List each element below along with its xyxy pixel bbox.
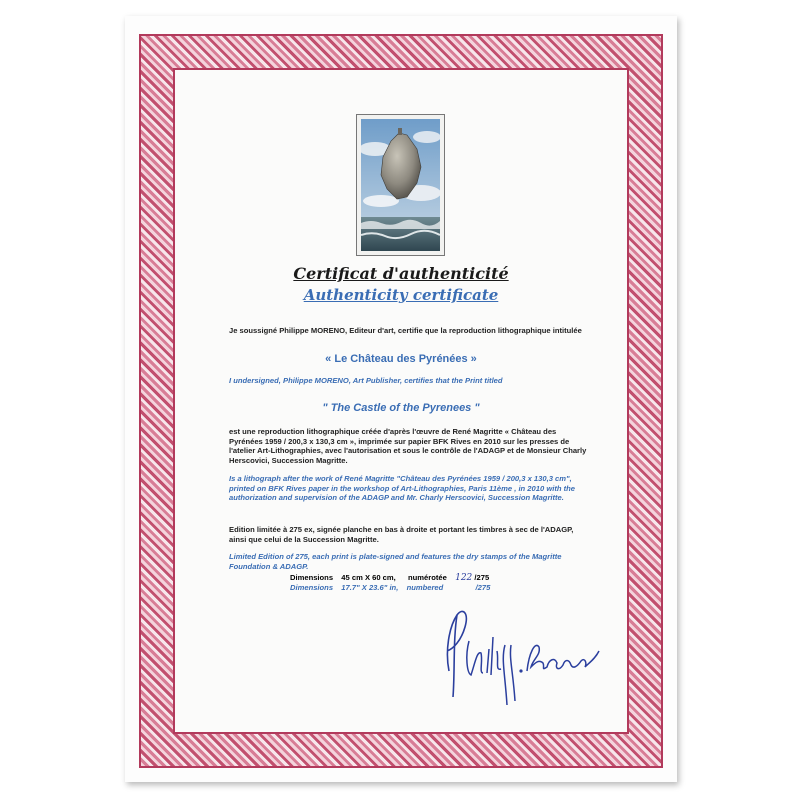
dimensions-value-fr: 45 cm X 60 cm, [341, 573, 396, 582]
dimensions-label-fr: Dimensions [290, 573, 334, 582]
paragraph-2-english: Is a lithograph after the work of René Magritte "Château des Pyrénées 1959 / 200,3 x 130,3 cm", printed on BFK Rives paper in the workshop of Art-Lithographies, Paris 11ème , in 2010 with the authorization and supervision of the ADAGP and Mr. Charly Herscovici, Succession Magritte. [229, 474, 575, 502]
artwork-thumbnail [356, 114, 445, 256]
numbered-label-en: numbered [406, 583, 444, 592]
artwork-title-english: " The Castle of the Pyrenees " [322, 402, 480, 414]
dimensions-french [290, 573, 489, 583]
paragraph-1-english: I undersigned, Philippe MORENO, Art Publisher, certifies that the Print titled [229, 376, 503, 385]
dimensions-value-en: 17.7" X 23.6" in, [341, 583, 399, 592]
paragraph-2-french: est une reproduction lithographique créée d'après l'œuvre de René Magritte « Château des Pyrénées 1959 / 200,3 x 130,3 cm », imprimée sur papier BFK Rives en 2010 sur les presses de l'atelier Art-Lithographies, avec l'autorisation et sous le contrôle de l'ADAGP et de Monsieur Charly Herscovici, Succession Magritte. [229, 427, 587, 465]
paragraph-1-french: Je soussigné Philippe MORENO, Editeur d'art, certifie que la reproduction lithographique intitulée [229, 326, 582, 335]
title-english: Authenticity certificate [303, 286, 499, 304]
artwork-title-french: « Le Château des Pyrénées » [325, 353, 477, 365]
paragraph-3-english: Limited Edition of 275, each print is plate-signed and features the dry stamps of the Magritte Foundation & ADAGP. [229, 552, 562, 571]
edition-number: 122 [455, 573, 473, 583]
title-french: Certificat d'authenticité [293, 264, 509, 283]
handwritten-signature [435, 601, 605, 711]
dimensions-english [290, 583, 490, 592]
paragraph-3-french: Edition limitée à 275 ex, signée planche en bas à droite et portant les timbres à sec de l'ADAGP, ainsi que celui de la Succession Magritte. [229, 525, 574, 544]
edition-total-fr: /275 [474, 573, 490, 582]
dimensions-label-en: Dimensions [290, 583, 334, 592]
artwork-image [361, 119, 440, 251]
numbered-label-fr: numérotée [408, 573, 447, 582]
certificate-sheet [125, 16, 677, 782]
edition-total-en: /275 [475, 583, 491, 592]
